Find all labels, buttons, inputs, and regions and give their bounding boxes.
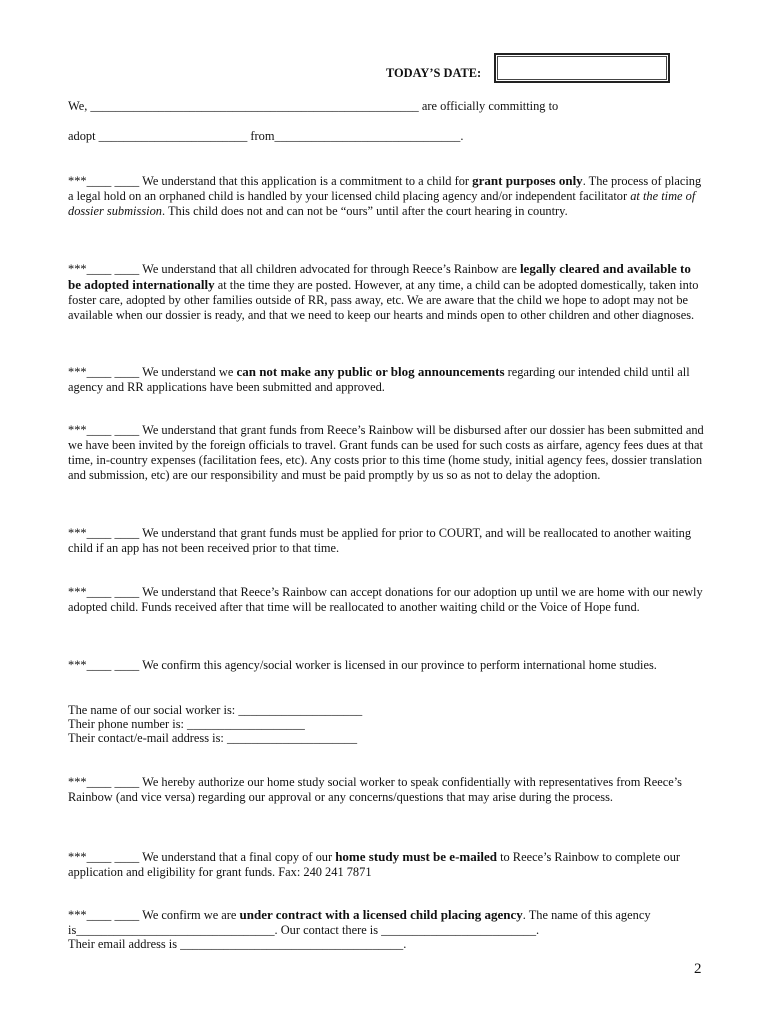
- emphasis: grant purposes only: [472, 173, 583, 188]
- we-line: We, _____________________________________________________ are officially committing to: [68, 99, 559, 113]
- social-worker-email-line: Their contact/e-mail address is: _____________________: [68, 731, 358, 745]
- item-agency-contract: [68, 907, 704, 938]
- text: . The process of placing a legal hold on an orphaned child is handled by your licensed child placing agency and/or independent facilitator: [68, 174, 702, 203]
- emphasis-italic: at the time of dossier submission: [68, 189, 696, 218]
- text: regarding our intended child until all agency and RR applications have been submitted and approved.: [68, 365, 690, 394]
- social-worker-phone-line: Their phone number is: ___________________: [68, 717, 305, 731]
- emphasis: home study must be e-mailed: [335, 849, 497, 864]
- item-grant-disbursement: ***____ ____ We understand that grant funds from Reece’s Rainbow will be disbursed after our dossier has been submitted and we have been invited by the foreign officials to travel. Grant funds can be used for such costs as airfare, agency fees dues at that time, in-country expenses (facilitation fees, etc). Any costs prior to this time (home study, initial agency fees, dossier translation and submission, etc) are our responsibility and must be paid promptly by us so as not to delay the adoption.: [68, 423, 704, 482]
- emphasis: can not make any public or blog announcements: [236, 364, 505, 379]
- social-worker-name-line: The name of our social worker is: ____________________: [68, 703, 363, 717]
- item-home-study: [68, 849, 704, 880]
- item-legally-cleared: [68, 261, 704, 323]
- item-donations: ***____ ____ We understand that Reece’s Rainbow can accept donations for our adoption up until we are home with our newly adopted child. Funds received after that time will be reallocated to another waiting child or the Voice of Hope fund.: [68, 585, 703, 614]
- adopt-line: adopt ________________________ from______________________________.: [68, 129, 464, 143]
- todays-date-label: TODAY’S DATE:: [386, 66, 482, 80]
- emphasis: legally cleared and available to be adopted internationally: [68, 261, 691, 292]
- todays-date-field[interactable]: [494, 53, 670, 83]
- emphasis: under contract with a licensed child placing agency: [239, 907, 523, 922]
- item-apply-before-court: ***____ ____ We understand that grant funds must be applied for prior to COURT, and will be reallocated to another waiting child if an app has not been received prior to that time.: [68, 526, 692, 555]
- text: at the time they are posted. However, at any time, a child can be adopted domestically, taken into foster care, adopted by other families outside of RR, pass away, etc. We are aware that the child we hope to adopt may not be available when our dossier is ready, and that we need to keep our hearts and minds open to other children and other diagnoses.: [68, 278, 699, 322]
- text: ***____ ____ We understand that all children advocated for through Reece’s Rainbow are: [68, 262, 520, 276]
- text: ***____ ____ We understand that a final copy of our: [68, 850, 336, 864]
- text: ***____ ____ We understand we: [68, 365, 237, 379]
- text: to Reece’s Rainbow to complete our application and eligibility for grant funds. Fax: 240 241 7871: [68, 850, 681, 879]
- item-authorize-social-worker: ***____ ____ We hereby authorize our home study social worker to speak confidentially with representatives from Reece’s Rainbow (and vice versa) regarding our approval or any concerns/questions that may arise during the process.: [68, 775, 682, 804]
- item-no-announcements: [68, 364, 704, 395]
- agency-email-line: Their email address is ____________________________________.: [68, 937, 407, 951]
- item-commitment: [68, 173, 704, 219]
- text: ***____ ____ We understand that this application is a commitment to a child for: [68, 174, 473, 188]
- item-licensed-agency: ***____ ____ We confirm this agency/social worker is licensed in our province to perform international home studies.: [68, 658, 657, 672]
- text: . The name of this agency is________________________________. Our contact there is _________________________.: [68, 908, 651, 937]
- text: . This child does not and can not be “ours” until after the court hearing in country.: [161, 204, 568, 218]
- page-number: 2: [694, 961, 702, 977]
- text: ***____ ____ We confirm we are: [68, 908, 240, 922]
